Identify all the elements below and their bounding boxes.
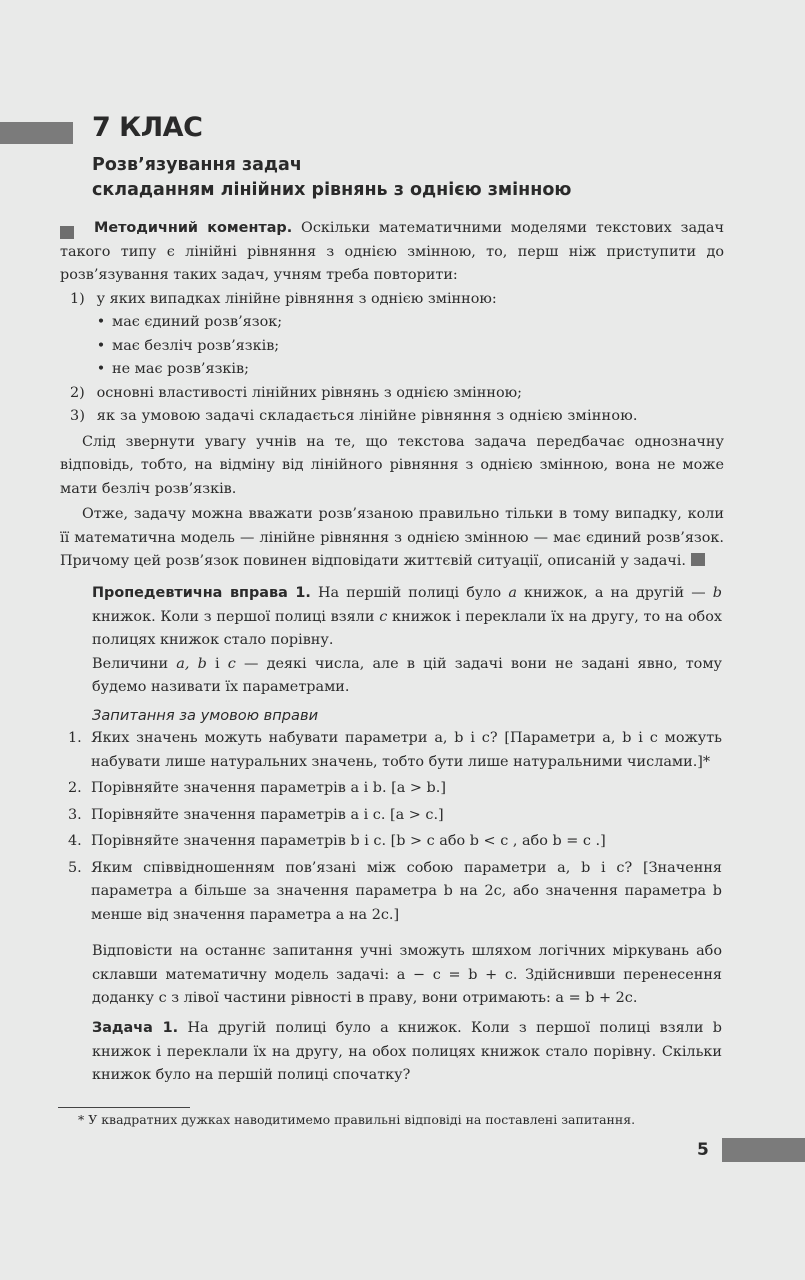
exercise-parameters-note: Величини a, b і c — деякі числа, але в цій задачі вони не задані явно, тому будемо називати їх параметрами.	[92, 655, 723, 695]
question-item: 1. Яких значень можуть набувати параметри a, b і c? [Параметри a, b і c можуть набувати лише натуральних значень, тобто бути лише натуральними числами.]*	[68, 730, 722, 770]
methodical-label: Методичний коментар.	[94, 220, 293, 236]
methodical-paragraph-2: Отже, задачу можна вважати розв’язаною правильно тільки в тому випадку, коли її математична модель — лінійне рівняння з однією змінною — має єдиний розв’язок. Причому цей розв’язок повинен відповідати життєвій ситуації, описаній у задачі.	[60, 506, 724, 569]
task-1: Задача 1. На другій полиці було a книжок. Коли з першої полиці взяли b книжок і переклали їх на другу, на обох полицях книжок стало порівну. Скільки книжок було на першій полиці спочатку?	[92, 1020, 722, 1083]
propaedeutic-exercise	[92, 582, 722, 700]
question-item: 5. Яким співвідношенням пов’язані між собою параметри a, b і c? [Значення параметра a більше за значення параметра b на 2c, або значення параметра b менше від значення параметра a на 2c.]	[68, 859, 722, 923]
question-item: 3. Порівняйте значення параметрів a і c. [a > c.]	[68, 806, 444, 823]
exercise-statement: Пропедевтична вправа 1. На першій полиці було a книжок, а на другій — b книжок. Коли з першої полиці взяли c книжок і переклали їх на другу, то на обох полицях книжок стало порівну.	[92, 585, 722, 648]
methodical-comment	[60, 217, 724, 574]
grade-title: 7 КЛАС	[92, 112, 203, 143]
bullet-item: • має безліч розв’язків;	[96, 337, 280, 354]
section-subtitle	[92, 153, 571, 203]
questions-list	[68, 727, 722, 927]
list-item-2: 2) основні властивості лінійних рівнянь з однією змінною;	[70, 384, 522, 401]
question-item: 2. Порівняйте значення параметрів a і b. [a > b.]	[68, 780, 446, 796]
questions-heading: Запитання за умовою вправи	[92, 707, 319, 724]
answer-note: Відповісти на останнє запитання учні зможуть шляхом логічних міркувань або склавши математичну модель задачі: a − c = b + c. Здійснивши перенесення доданку c з лівої частини рівності в праву, вони отримають: a = b + 2c.	[92, 943, 722, 1006]
list-item-1: 1) у яких випадках лінійне рівняння з однією змінною:	[70, 290, 497, 307]
methodical-intro: Методичний коментар. Оскільки математичними моделями текстових задач такого типу є лінійні рівняння з однією змінною, то, перш ніж приступити до розв’язування таких задач, учням треба повторити:	[60, 220, 724, 283]
grade-bar-decoration	[0, 122, 73, 144]
subtitle-line-2: складанням лінійних рівнянь з однією змінною	[92, 180, 572, 200]
bullet-item: • має єдиний розв’язок;	[96, 314, 283, 330]
exercise-label: Пропедевтична вправа 1.	[92, 585, 311, 601]
methodical-paragraph-1: Слід звернути увагу учнів на те, що текстова задача передбачає однозначну відповідь, тобто, на відміну від лінійного рівняння з однією змінною, вона не може мати безліч розв’язків.	[60, 433, 724, 497]
task-label: Задача 1.	[92, 1020, 179, 1036]
footnote: * У квадратних дужках наводитимемо правильні відповіді на поставлені запитання.	[78, 1112, 636, 1127]
page-number-bar-decoration	[722, 1138, 805, 1162]
subtitle-line-1: Розв’язування задач	[92, 155, 302, 175]
section-end-square-icon	[691, 553, 705, 566]
bullet-item: • не має розв’язків;	[96, 361, 249, 377]
list-item-3: 3) як за умовою задачі складається лінійне рівняння з однією змінною.	[70, 408, 638, 424]
footnote-divider	[58, 1107, 190, 1108]
page-number: 5	[697, 1140, 709, 1160]
question-item: 4. Порівняйте значення параметрів b і c. [b > c або b < c , або b = c .]	[68, 833, 606, 849]
